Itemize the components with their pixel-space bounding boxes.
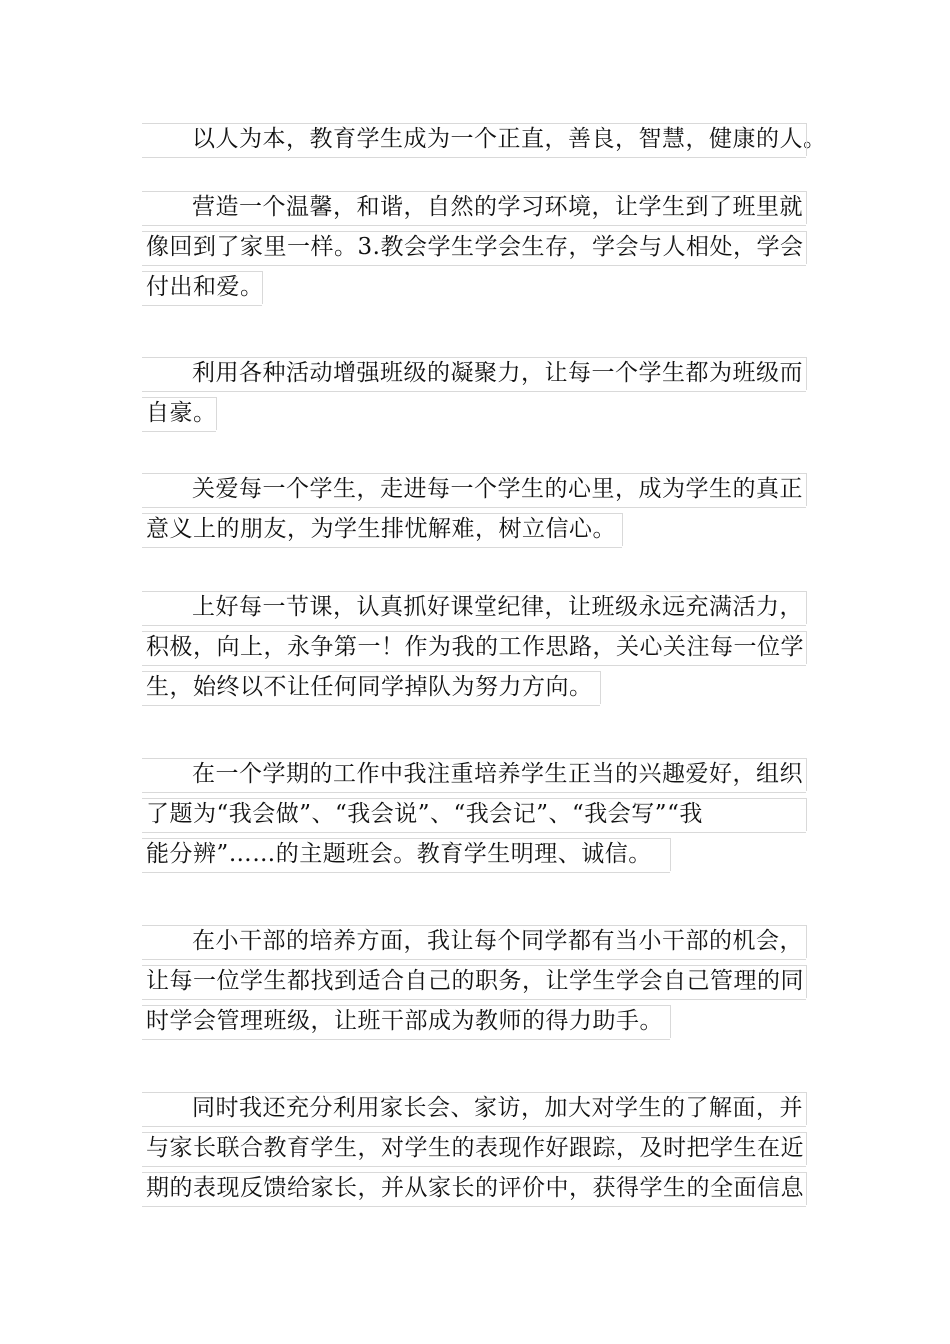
line-text: 在小干部的培养方面，我让每个同学都有当小干部的机会，: [192, 928, 803, 954]
paragraph-1: [142, 123, 827, 178]
text-line: [142, 1132, 808, 1165]
paragraph-4: [142, 473, 808, 568]
text-line: [142, 838, 808, 871]
text-line: [142, 397, 808, 430]
text-line: [142, 1092, 808, 1125]
text-line: [142, 191, 808, 224]
text-line: [142, 631, 808, 664]
line-text: 期的表现反馈给家长，并从家长的评价中，获得学生的全面信息: [146, 1175, 804, 1201]
line-text: 利用各种活动增强班级的凝聚力，让每一个学生都为班级而: [192, 360, 803, 386]
text-line: [142, 1172, 808, 1205]
paragraph-8: [142, 1092, 808, 1227]
line-text: 时学会管理班级，让班干部成为教师的得力助手。: [146, 1008, 663, 1034]
text-line: [142, 123, 827, 156]
line-text: 生，始终以不让任何同学掉队为努力方向。: [146, 674, 593, 700]
line-text: 营造一个温馨，和谐，自然的学习环境，让学生到了班里就: [192, 194, 803, 220]
line-text: 自豪。: [146, 400, 217, 426]
text-line: [142, 357, 808, 390]
line-text: 同时我还充分利用家长会、家访，加大对学生的了解面，并: [192, 1095, 803, 1121]
text-line: [142, 965, 808, 998]
line-text: 付出和爱。: [146, 274, 264, 300]
paragraph-5: [142, 591, 808, 726]
paragraph-7: [142, 925, 808, 1060]
text-line: [142, 758, 808, 791]
paragraph-2: [142, 191, 808, 326]
text-line: [142, 271, 808, 304]
text-line: [142, 473, 808, 506]
text-line: [142, 925, 808, 958]
line-text: 上好每一节课，认真抓好课堂纪律，让班级永远充满活力，: [192, 594, 803, 620]
paragraph-3: [142, 357, 808, 452]
text-line: [142, 1005, 808, 1038]
line-text: 以人为本，教育学生成为一个正直，善良，智慧，健康的人。: [192, 126, 827, 152]
paragraph-6: [142, 758, 808, 893]
text-line: [142, 671, 808, 704]
line-text: 与家长联合教育学生，对学生的表现作好跟踪，及时把学生在近: [146, 1135, 804, 1161]
line-text: 能分辨”……的主题班会。教育学生明理、诚信。: [146, 841, 652, 867]
line-text: 让每一位学生都找到适合自己的职务，让学生学会自己管理的同: [146, 968, 804, 994]
text-line: [142, 231, 808, 264]
line-text: 积极，向上，永争第一！作为我的工作思路，关心关注每一位学: [146, 634, 804, 660]
line-text: 像回到了家里一样。3.教会学生学会生存，学会与人相处，学会: [146, 234, 804, 260]
line-text: 在一个学期的工作中我注重培养学生正当的兴趣爱好，组织: [192, 761, 803, 787]
text-line: [142, 798, 808, 831]
text-line: [142, 591, 808, 624]
line-text: 关爱每一个学生，走进每一个学生的心里，成为学生的真正: [192, 476, 803, 502]
line-text: 了题为“我会做”、“我会说”、“我会记”、“我会写”“我: [146, 801, 703, 827]
text-line: [142, 513, 808, 546]
line-text: 意义上的朋友，为学生排忧解难，树立信心。: [146, 516, 616, 542]
